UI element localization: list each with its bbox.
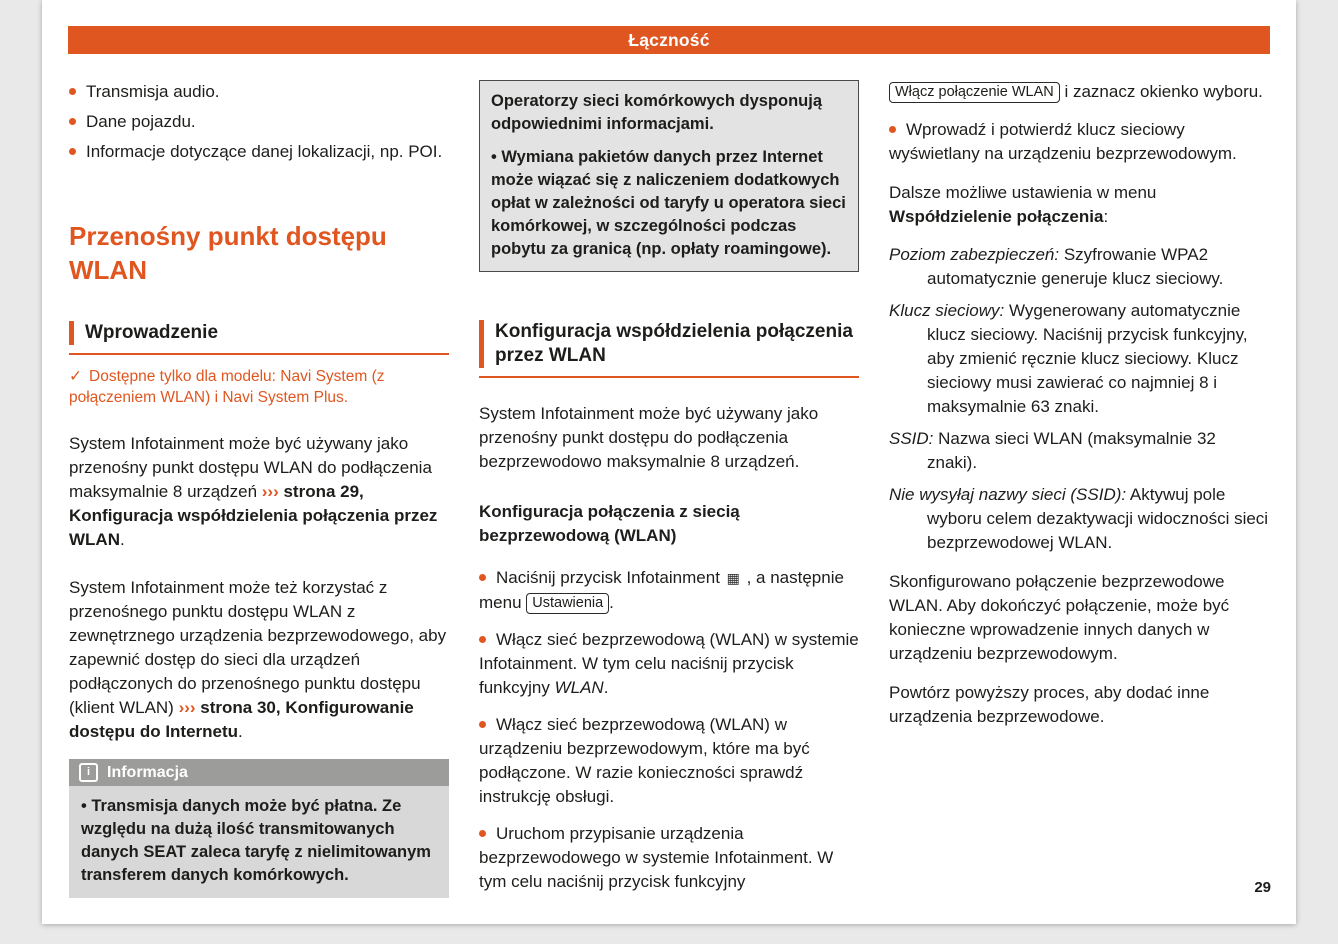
step-item (479, 566, 859, 615)
step-text: Włącz sieć bezprzewodową (WLAN) w urządzeniu bezprzewodowym, które ma być podłączone. W razie konieczności sprawdź instrukcję obsługi. (479, 715, 810, 806)
page-columns (42, 54, 1296, 898)
chapter-title: Łączność (628, 29, 710, 50)
note-text: Operatorzy sieci komórkowych dysponują odpowiednimi informacjami. (491, 92, 823, 133)
cross-reference: strona 29, Konfiguracja współdzielenia połączenia przez WLAN (69, 482, 438, 549)
subsection-heading-text: Konfiguracja współdzielenia połączenia przez WLAN (479, 320, 859, 368)
model-availability-note (69, 366, 449, 408)
step-item (479, 628, 859, 700)
setting-description: Nazwa sieci WLAN (maksymalnie 32 znaki). (927, 429, 1216, 472)
paragraph-text: : (1103, 207, 1109, 226)
column-right (889, 80, 1269, 898)
settings-key-button: Ustawienia (526, 593, 609, 614)
setting-description: Wygenerowany automatycznie klucz sieciowy. Naciśnij przycisk funkcyjny, aby zmienić ręcznie klucz sieciowy. Klucz sieciowy musi zawierać co najmniej 8 i maksymalnie 63 znaki. (927, 301, 1248, 416)
paragraph-text: . (119, 530, 125, 549)
paragraph (889, 181, 1269, 229)
bullet-icon (479, 636, 486, 643)
step-item (889, 118, 1269, 166)
subsection-heading (479, 320, 859, 378)
paragraph-text: i zaznacz okienko wyboru. (1059, 82, 1263, 101)
bullet-icon (479, 830, 486, 837)
check-icon: ✓ (69, 368, 82, 385)
setting-term: Klucz sieciowy: (889, 301, 1005, 320)
note-text: • Wymiana pakietów danych przez Internet może wiązać się z naliczeniem dodatkowych opłat w zależności od taryfy u operatora sieci komórkowej, w szczególności podczas pobytu za granicą (np. opłaty roamingowe). (491, 148, 846, 258)
paragraph (889, 80, 1269, 104)
step-text: , a następnie menu (479, 568, 844, 612)
info-box-text: • Transmisja danych może być płatna. Ze względu na dużą ilość transmitowanych danych SEAT zaleca taryfę z nielimitowanym transferem danych komórkowych. (69, 786, 449, 898)
paragraph-text: Dalsze możliwe ustawienia w menu (889, 183, 1157, 202)
bullet-icon (479, 721, 486, 728)
step-item (479, 713, 859, 809)
info-box (69, 759, 449, 898)
info-box-title: Informacja (107, 763, 188, 781)
step-text: . (603, 678, 609, 697)
setting-description: Aktywuj pole wyboru celem dezaktywacji widoczności sieci bezprzewodowej WLAN. (927, 485, 1269, 552)
paragraph-text: . (238, 722, 243, 741)
page-number: 29 (1254, 879, 1271, 896)
manual-page (42, 0, 1296, 924)
subsection-heading-text: Wprowadzenie (69, 321, 449, 345)
bullet-icon (479, 574, 486, 581)
paragraph: Powtórz powyższy proces, aby dodać inne urządzenia bezprzewodowe. (889, 683, 1210, 726)
setting-term: Poziom zabezpieczeń: (889, 245, 1060, 264)
paragraph (69, 576, 449, 744)
setting-item (889, 243, 1269, 291)
availability-text: Dostępne tylko dla modelu: Navi System (z połączeniem WLAN) i Navi System Plus. (69, 368, 385, 406)
bullet-icon (69, 88, 76, 95)
paragraph: Skonfigurowano połączenie bezprzewodowe WLAN. Aby dokończyć połączenie, może być konieczne wprowadzenie innych danych w urządzeniu bezprzewodowym. (889, 572, 1230, 663)
menu-name: Współdzielenie połączenia (889, 207, 1104, 226)
bullet-icon (69, 118, 76, 125)
step-text: Wprowadź i potwierdź klucz sieciowy wyświetlany na urządzeniu bezprzewodowym. (889, 120, 1237, 163)
paragraph: System Infotainment może być używany jako przenośny punkt dostępu do podłączenia bezprzewodowo maksymalnie 8 urządzeń. (479, 404, 819, 471)
list-item-text: Transmisja audio. (86, 82, 220, 101)
cross-reference-arrows-icon: ››› (178, 698, 196, 717)
paragraph (69, 432, 449, 552)
list-item (69, 140, 449, 164)
function-button-label: WLAN (554, 678, 604, 697)
step-text: Włącz sieć bezprzewodową (WLAN) w systemie Infotainment. W tym celu naciśnij przycisk funkcyjny (479, 630, 859, 697)
list-item-text: Dane pojazdu. (86, 112, 196, 131)
setting-item (889, 427, 1269, 475)
column-left (69, 80, 449, 898)
bullet-icon (69, 148, 76, 155)
step-text: . (609, 593, 614, 612)
infotainment-button-icon: ▦ (726, 571, 740, 587)
step-text: Naciśnij przycisk Infotainment (496, 568, 725, 587)
step-text: Uruchom przypisanie urządzenia bezprzewodowego w systemie Infotainment. W tym celu naciśnij przycisk funkcyjny (479, 824, 834, 891)
paragraph-text: System Infotainment może być używany jako przenośny punkt dostępu WLAN do podłączenia maksymalnie 8 urządzeń (69, 434, 432, 501)
sub-heading: Konfiguracja połączenia z siecią bezprzewodową (WLAN) (479, 502, 740, 545)
cross-reference: strona 30, Konfigurowanie dostępu do Internetu (69, 698, 414, 741)
list-item-text: Informacje dotyczące danej lokalizacji, np. POI. (86, 142, 443, 161)
column-middle (479, 80, 859, 898)
paragraph-text: System Infotainment może też korzystać z przenośnego punktu dostępu WLAN z zewnętrznego urządzenia bezprzewodowego, aby zapewnić dostęp do sieci dla urządzeń podłączonych do przenośnego punktu dostępu (klient WLAN) (69, 578, 447, 717)
info-box-header (69, 759, 449, 786)
enable-wlan-key-button: Włącz połączenie WLAN (889, 82, 1060, 103)
setting-description: Szyfrowanie WPA2 automatycznie generuje klucz sieciowy. (927, 245, 1224, 288)
step-item (479, 822, 859, 894)
bullet-icon (889, 126, 896, 133)
info-continuation-box (479, 80, 859, 272)
setting-item (889, 299, 1269, 419)
info-icon: i (79, 763, 98, 782)
section-title: Przenośny punkt dostępu WLAN (69, 221, 387, 285)
setting-item (889, 483, 1269, 555)
subsection-heading (69, 321, 449, 355)
list-item (69, 110, 449, 134)
setting-term: SSID: (889, 429, 934, 448)
chapter-header-bar (68, 26, 1270, 54)
cross-reference-arrows-icon: ››› (261, 482, 279, 501)
setting-term: Nie wysyłaj nazwy sieci (SSID): (889, 485, 1127, 504)
list-item (69, 80, 449, 104)
